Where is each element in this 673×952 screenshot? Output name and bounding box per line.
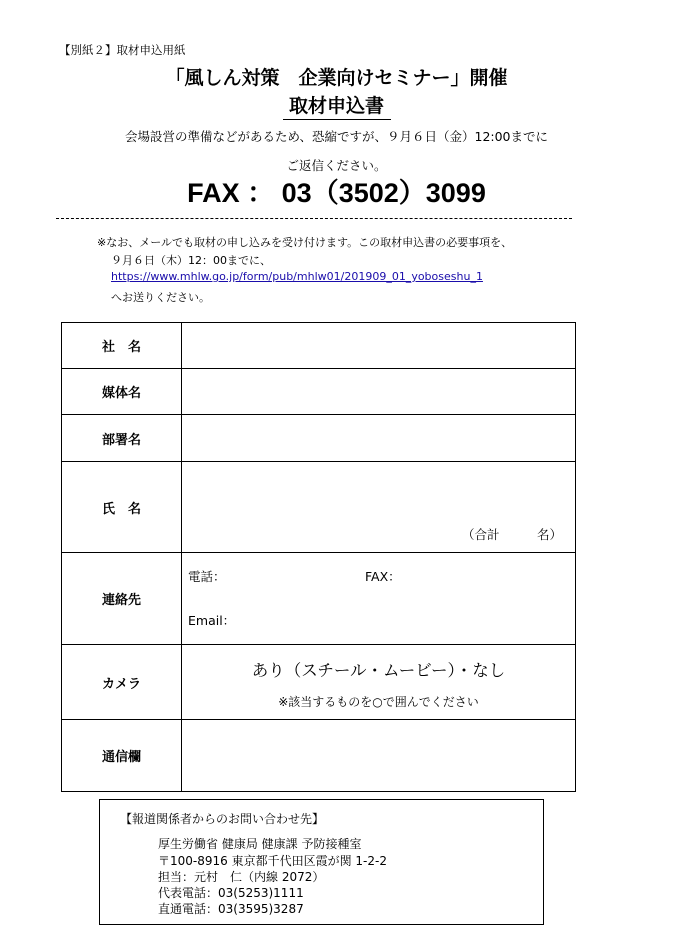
submission-link[interactable]: https://www.mhlw.go.jp/form/pub/mhlw01/201909_01_yoboseshu_1: [111, 270, 483, 283]
company-label: 社 名: [62, 323, 182, 369]
contact-field[interactable]: [182, 553, 576, 645]
document-title: 「風しん対策 企業向けセミナー」開催: [165, 67, 508, 89]
form-row-contact: [62, 553, 576, 645]
deadline-text-continued: ご返信ください。: [286, 158, 387, 173]
remarks-field[interactable]: [182, 720, 576, 792]
department-label: 部署名: [62, 415, 182, 462]
name-field[interactable]: [182, 462, 576, 553]
camera-label: カメラ: [62, 645, 182, 720]
email-label: Email：: [188, 613, 236, 628]
fax-label: FAX：: [365, 569, 401, 584]
form-row-camera: [62, 645, 576, 720]
email-note-closing: へお送りください。: [111, 291, 210, 304]
contact-address: 〒100-8916 東京都千代田区霞が関 1-2-2: [158, 854, 387, 868]
media-field[interactable]: [182, 369, 576, 415]
contact-person: 担当：元村 仁（内線 2072）: [158, 870, 325, 884]
fax-number: FAX ： 03（3502）3099: [187, 178, 486, 208]
form-row-remarks: [62, 720, 576, 792]
attachment-label: 【別紙２】取材申込用紙: [59, 43, 186, 57]
contact-organization: 厚生労働省 健康局 健康課 予防接種室: [158, 837, 362, 851]
contact-label: 連絡先: [62, 553, 182, 645]
company-field[interactable]: [182, 323, 576, 369]
application-form-table: [61, 322, 576, 792]
name-label: 氏 名: [62, 462, 182, 553]
deadline-text: 会場設営の準備などがあるため、恐縮ですが、９月６日（金）12:00までに: [124, 129, 549, 144]
attendee-count-text: （合計 名）: [461, 527, 562, 542]
camera-options: あり（スチール・ムービー）・なし: [251, 661, 506, 680]
telephone-label: 電話：: [188, 569, 226, 584]
contact-title: 【報道関係者からのお問い合わせ先】: [120, 812, 325, 826]
media-label: 媒体名: [62, 369, 182, 415]
camera-instruction: ※該当するものを○で囲んでください: [278, 695, 479, 709]
department-field[interactable]: [182, 415, 576, 462]
press-contact-box: [99, 799, 544, 925]
camera-field[interactable]: [182, 645, 576, 720]
form-row-name: [62, 462, 576, 553]
email-note: ※なお、メールでも取材の申し込みを受け付けます。この取材申込書の必要事項を、: [97, 236, 513, 249]
remarks-label: 通信欄: [62, 720, 182, 792]
contact-direct-phone: 直通電話：03(3595)3287: [158, 902, 304, 916]
contact-main-phone: 代表電話：03(5253)1111: [158, 886, 304, 900]
email-note-deadline: ９月６日（木）12：00までに、: [111, 254, 271, 267]
form-row-media: [62, 369, 576, 415]
form-row-department: [62, 415, 576, 462]
title-underline: [283, 119, 391, 120]
dashed-divider: [56, 218, 572, 219]
form-row-company: [62, 323, 576, 369]
document-subtitle: 取材申込書: [288, 95, 384, 117]
